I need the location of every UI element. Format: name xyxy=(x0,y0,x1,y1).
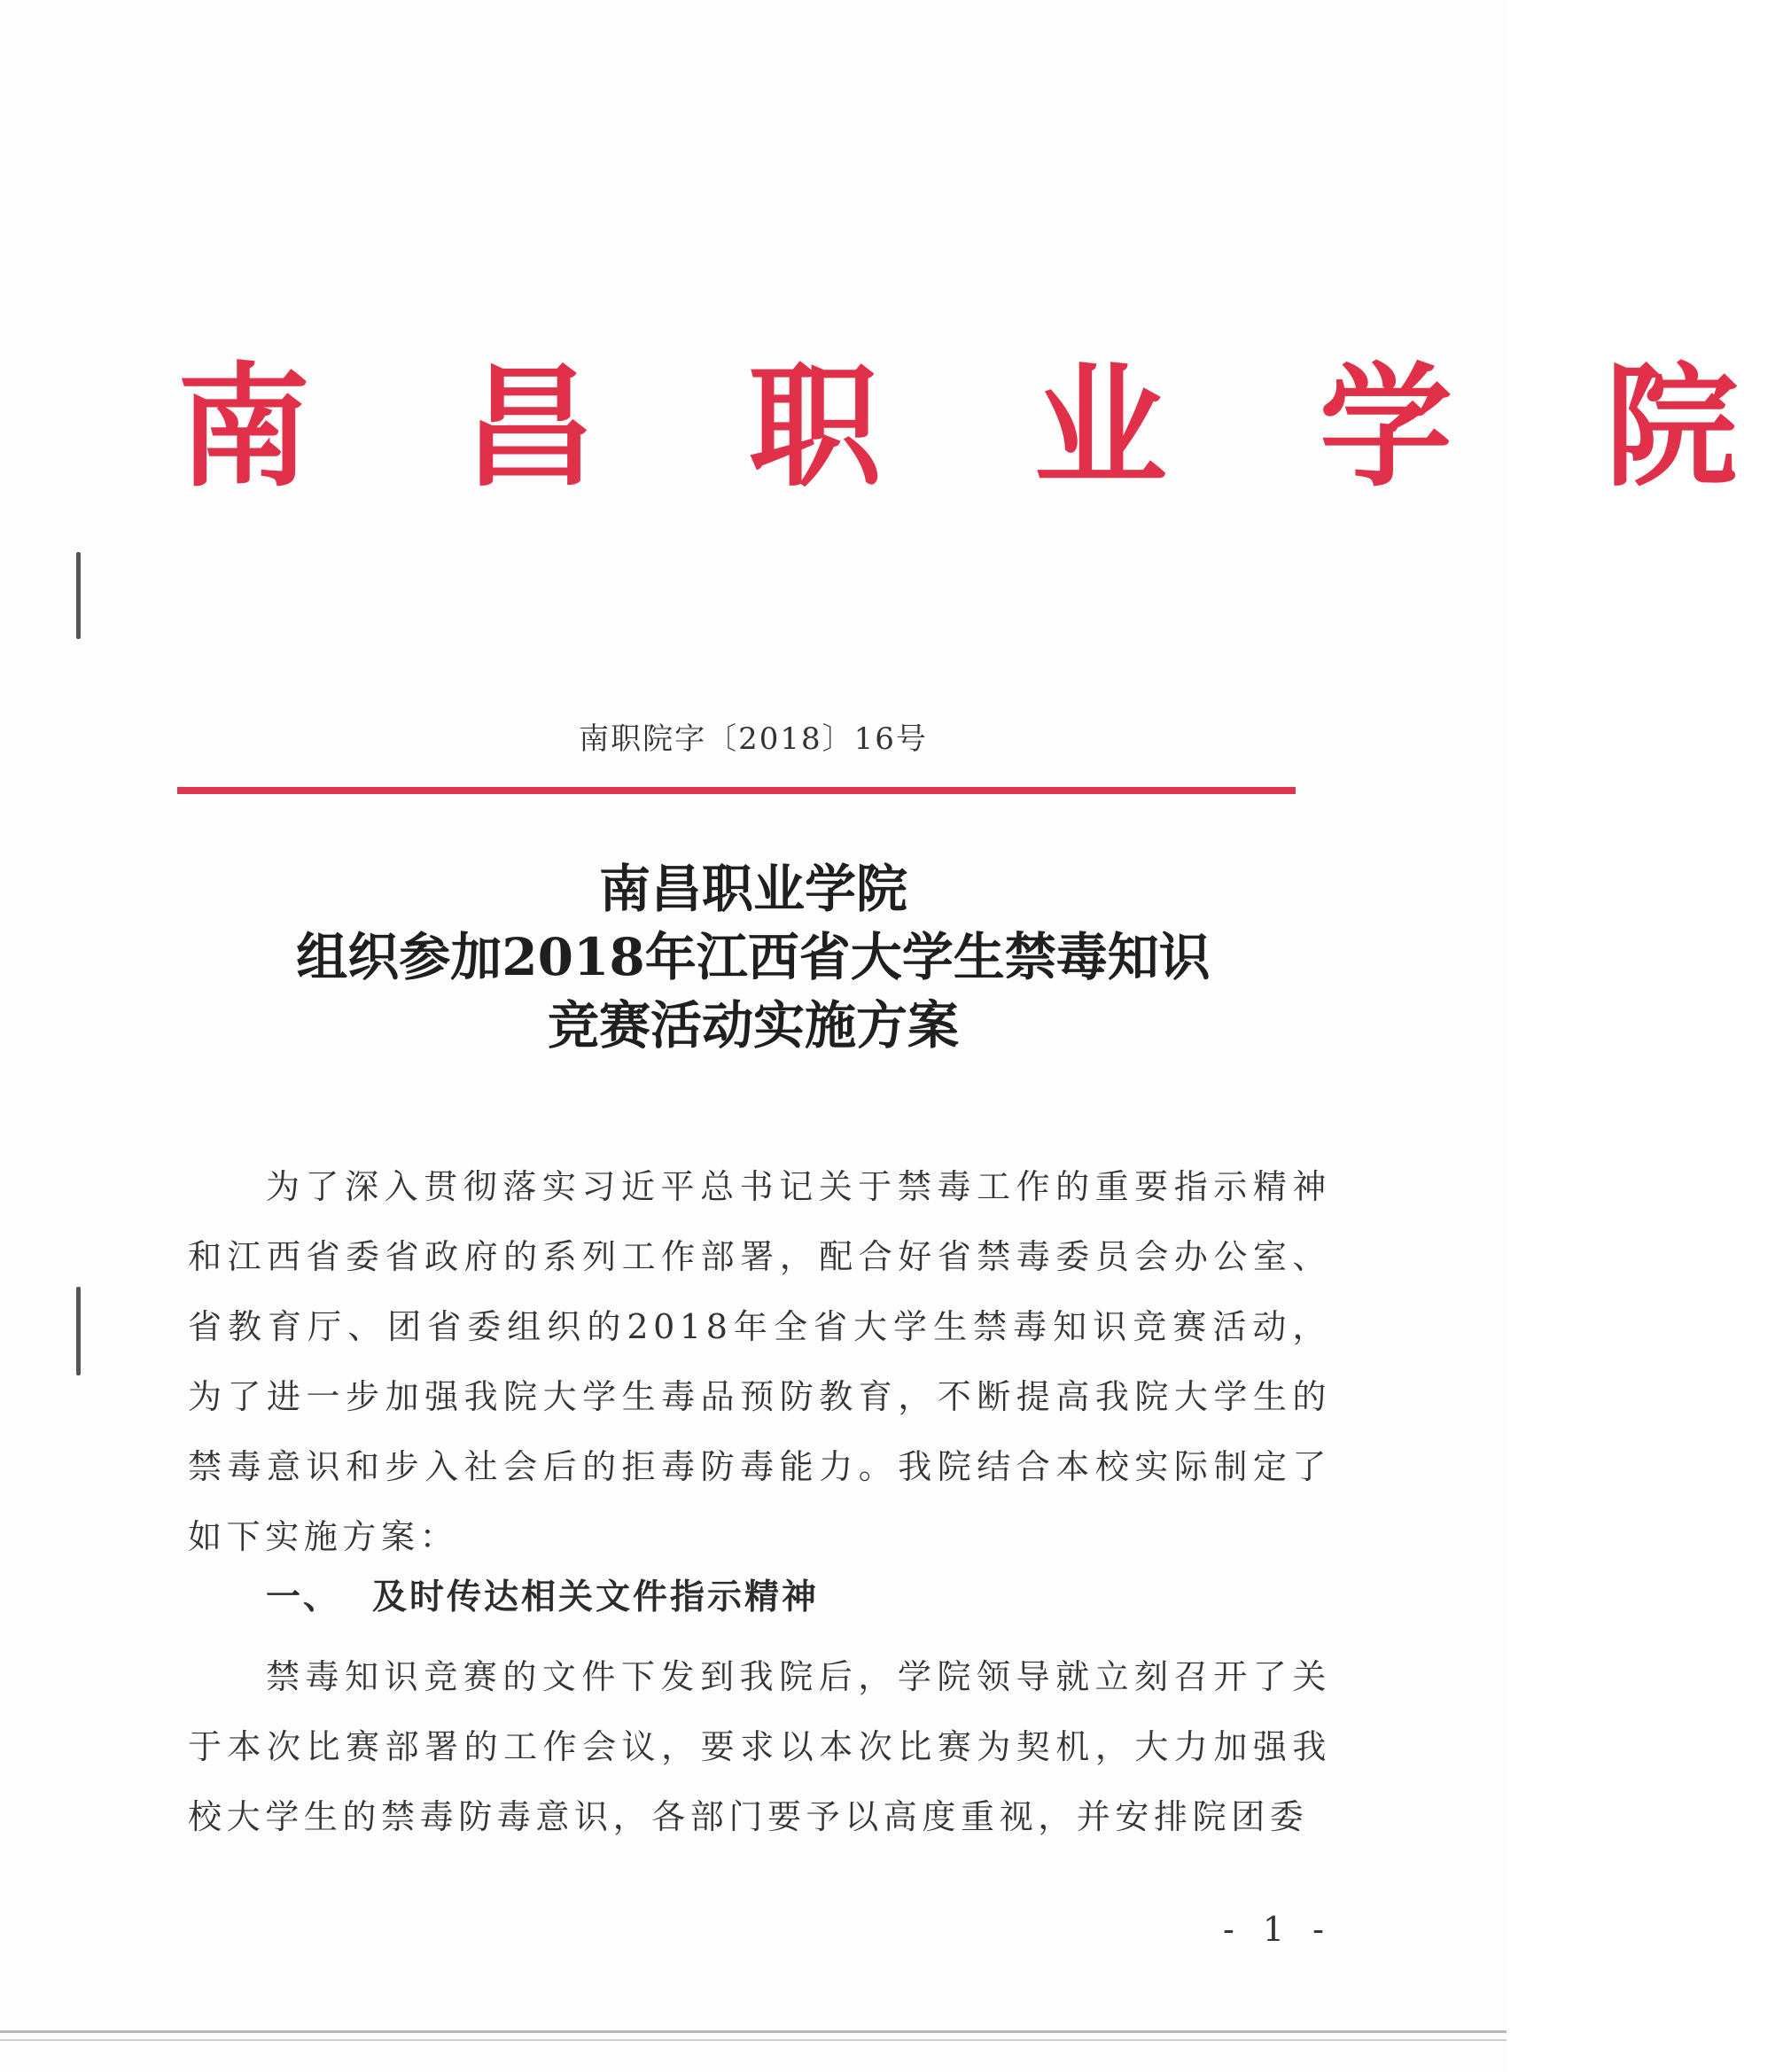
scan-edge-line xyxy=(0,2030,1507,2033)
title-line-1: 南昌职业学院 xyxy=(598,859,907,919)
title-line-3: 竞赛活动实施方案 xyxy=(547,995,959,1055)
binding-hole-mark xyxy=(76,552,81,639)
title-line-2: 组织参加2018年江西省大学生禁毒知识 xyxy=(296,927,1211,987)
section-1-body xyxy=(188,1642,1331,1852)
section-1-paragraph: 禁毒知识竞赛的文件下发到我院后，学院领导就立刻召开了关于本次比赛部署的工作会议，要求以本次比赛为契机，大力加强我校大学生的禁毒防毒意识，各部门要予以高度重视，并安排院团委 xyxy=(188,1657,1331,1836)
intro-section xyxy=(188,1152,1331,1572)
intro-paragraph: 为了深入贯彻落实习近平总书记关于禁毒工作的重要指示精神和江西省委省政府的系列工作部署，配合好省禁毒委员会办公室、省教育厅、团省委组织的2018年全省大学生禁毒知识竞赛活动，为了进一步加强我院大学生毒品预防教育，不断提高我院大学生的禁毒意识和步入社会后的拒毒防毒能力。我院结合本校实际制定了如下实施方案： xyxy=(188,1167,1331,1556)
document-title xyxy=(222,855,1285,1060)
section-1-title: 及时传达相关文件指示精神 xyxy=(372,1577,820,1617)
organization-header: 南 昌 职 业 学 院 xyxy=(177,349,1791,505)
section-1-number: 一、 xyxy=(266,1577,341,1617)
document-number: 南职院字〔2018〕16号 xyxy=(579,721,928,757)
section-1-heading xyxy=(266,1571,819,1624)
page-number: - 1 - xyxy=(1222,1910,1333,1949)
red-divider-line xyxy=(177,787,1296,794)
binding-hole-mark xyxy=(76,1287,81,1375)
scan-edge-line xyxy=(0,2039,1507,2041)
